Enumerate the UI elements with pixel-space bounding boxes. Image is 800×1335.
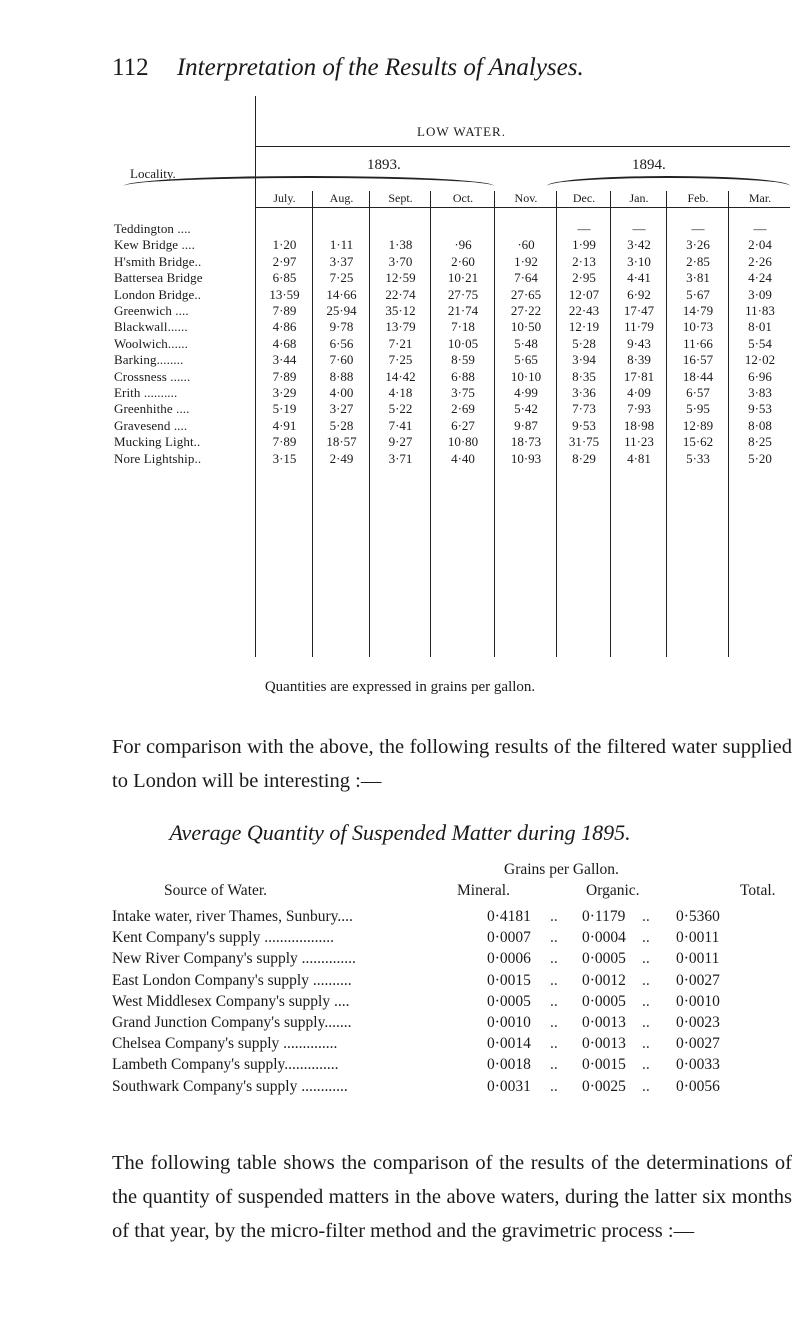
table-cell: 4·41 [627,270,651,286]
table-cell: 1·99 [572,237,596,253]
table-cell: 6·85 [272,270,297,286]
table-cell: 2·97 [272,253,297,269]
separator: .. [550,1056,558,1074]
table-cell: 5·67 [686,286,710,302]
table-cell: 22·43 [568,303,600,318]
mineral-value: 0·4181 [487,908,531,925]
separator: .. [550,1035,558,1053]
table-cell: 2·26 [748,253,772,269]
table-cell: 2·85 [686,253,710,269]
source-col-header: Source of Water. [164,882,268,899]
table-cell: 10·05 [447,335,479,351]
table-cell: 5·42 [514,401,538,417]
table-cell: 9·53 [572,417,596,433]
table-cell: 7·60 [329,352,354,368]
table-cell: 7·41 [388,417,413,433]
table-cell: ·60 [517,237,535,253]
organic-col-header: Organic. [586,882,640,899]
table-cell: 6·96 [748,368,772,384]
table-cell: 3·75 [451,385,475,400]
mineral-value: 0·0007 [487,929,531,947]
table-cell: 13·79 [385,319,416,335]
organic-value: 0·0004 [582,929,626,947]
separator: .. [550,929,558,947]
table-cell: 7·64 [514,270,538,286]
total-value: 0·0011 [676,929,720,947]
mineral-value: 0·0018 [487,1056,531,1074]
table-cell: 17·81 [623,368,655,384]
table-cell: 3·94 [572,352,596,368]
table-cell: 3·81 [686,270,710,286]
locality-name: Crossness ...... [114,368,191,384]
locality-name: Greenhithe .... [114,401,190,417]
low-water-table [112,96,790,657]
table-cell: 8·88 [329,368,354,384]
month-header: July. [273,191,296,205]
table-cell: 14·42 [385,368,416,384]
source-name: Grand Junction Company's supply....... [112,1014,352,1031]
locality-name: Greenwich .... [114,303,189,318]
table-cell: 3·15 [272,450,297,466]
table-cell: 7·25 [329,270,354,286]
table-cell: 22·74 [385,286,416,302]
organic-value: 0·0005 [582,950,626,968]
table-cell: 14·79 [682,303,714,318]
source-name: New River Company's supply .............. [112,950,356,968]
separator: .. [642,1077,650,1095]
table-cell: 7·21 [388,335,413,351]
table-cell: 8·35 [572,368,596,384]
organic-value: 0·0025 [582,1077,626,1095]
table-cell: 8·39 [627,352,651,368]
separator: .. [550,1077,558,1095]
table-cell: 12·19 [568,319,600,335]
table-cell: 7·18 [451,319,475,335]
table-cell: 7·73 [572,401,596,417]
table-cell: 4·68 [272,335,297,351]
brace-1893 [124,176,494,186]
table-cell: 2·69 [451,401,475,417]
table-cell: 5·65 [514,352,538,368]
following-table-paragraph: The following table shows the comparison of the results of the determinations of the quantity of suspended matters in the above waters, during the latter six months of that year, by the micro-filter method and the gravimetric process :— [112,1152,792,1242]
table-cell: 1·20 [272,237,297,253]
table-cell: 4·18 [388,385,413,400]
table-cell: 9·27 [388,434,413,450]
locality-name: Erith .......... [114,385,178,400]
table-cell: 7·93 [627,401,651,417]
table-cell: 15·62 [682,434,714,450]
locality-name: Nore Lightship.. [114,450,202,466]
locality-name: Blackwall...... [114,319,188,335]
table-cell: 5·33 [686,450,710,466]
table-cell: 4·86 [272,319,297,335]
table-cell: 11·23 [624,434,654,450]
separator: .. [550,971,558,989]
table-cell: 9·87 [514,417,538,433]
table-cell: 3·36 [572,385,596,400]
table-cell: 6·57 [686,385,710,400]
source-name: Kent Company's supply .................. [112,929,334,947]
brace-1894 [547,176,790,186]
table-cell: 4·91 [272,417,297,433]
table-cell: 7·89 [272,303,297,318]
table-cell: 3·09 [748,286,772,302]
table-cell: 25·94 [326,303,357,318]
source-name: Chelsea Company's supply .............. [112,1035,338,1053]
table-cell: 27·22 [510,303,542,318]
organic-value: 0·1179 [582,908,626,925]
table-cell: 2·13 [572,253,596,269]
month-header: Dec. [572,191,596,205]
table-cell: 8·01 [748,319,772,335]
table-cell: 12·02 [744,352,776,368]
table-cell: 8·25 [748,434,772,450]
table-cell: 6·92 [627,286,651,302]
low-water-title: LOW WATER. [417,124,506,139]
total-col-header: Total. [740,882,776,899]
locality-name: Gravesend .... [114,417,188,433]
organic-value: 0·0015 [582,1056,626,1074]
locality-name: Kew Bridge .... [114,237,195,253]
locality-name: Teddington .... [114,221,191,236]
table-cell: 10·93 [510,450,542,466]
separator: .. [642,908,650,925]
table-cell: 4·81 [627,450,651,466]
table-cell: 21·74 [447,303,479,318]
table-cell: 3·26 [686,237,710,253]
mineral-value: 0·0005 [487,992,531,1010]
separator: .. [550,992,558,1010]
total-value: 0·0010 [676,992,720,1010]
table-cell: 2·95 [572,270,596,286]
total-value: 0·0011 [676,950,720,968]
table-cell: 9·43 [627,335,651,351]
table-cell: 3·10 [627,253,651,269]
table-cell: 17·47 [623,303,655,318]
grains-header: Grains per Gallon. [504,861,619,878]
table-cell: 1·92 [514,253,538,269]
total-value: 0·0056 [676,1077,720,1095]
table-cell: 1·11 [329,237,354,253]
table-cell: 18·44 [682,368,714,384]
total-value: 0·5360 [676,908,720,925]
table-cell: 1·38 [388,237,413,253]
table-cell: 2·60 [451,253,475,269]
source-name: Southwark Company's supply ............ [112,1077,348,1095]
organic-value: 0·0012 [582,971,626,989]
mineral-value: 0·0015 [487,971,531,989]
organic-value: 0·0005 [582,992,626,1010]
table-cell: 4·09 [627,385,651,400]
table-cell: 5·20 [748,450,772,466]
table-cell: 5·48 [514,335,538,351]
month-header: Aug. [329,191,354,205]
table-cell: 10·21 [447,270,479,286]
separator: .. [550,950,558,968]
source-name: Intake water, river Thames, Sunbury.... [112,908,353,925]
table-cell: 10·73 [682,319,714,335]
separator: .. [642,992,650,1010]
table-cell: 35·12 [385,303,416,318]
comparison-paragraph: For comparison with the above, the following results of the filtered water supplied to London will be interesting :— [112,736,792,792]
locality-name: Barking........ [114,352,184,368]
separator: .. [550,1014,558,1031]
table-cell: 5·28 [572,335,596,351]
table-cell: — [632,221,646,236]
table-cell: 12·59 [385,270,416,286]
separator: .. [642,1014,650,1031]
rule-top-group [255,146,790,147]
table-cell: 10·50 [510,319,542,335]
table-cell: 18·73 [510,434,542,450]
table-cell: 9·78 [329,319,354,335]
organic-value: 0·0013 [582,1014,626,1031]
table-cell: 5·19 [272,401,297,417]
table-cell: 27·65 [510,286,542,302]
table-cell: 2·04 [748,237,772,253]
mineral-value: 0·0014 [487,1035,531,1053]
total-value: 0·0033 [676,1056,720,1074]
table-cell: 3·44 [272,352,297,368]
table-cell: 8·08 [748,417,772,433]
locality-header: Locality. [130,166,176,181]
table-cell: 27·75 [447,286,479,302]
running-header [112,54,584,82]
table-cell: 11·79 [624,319,654,335]
month-header: Nov. [514,191,538,205]
locality-name: H'smith Bridge.. [114,253,202,269]
table-cell: 7·89 [272,434,297,450]
table-cell: — [753,221,767,236]
table-cell: 12·89 [682,417,714,433]
table-cell: 12·07 [568,286,600,302]
mineral-value: 0·0031 [487,1077,531,1095]
table-cell: 8·29 [572,450,596,466]
running-title: Interpretation of the Results of Analyses. [176,54,584,81]
month-header: Feb. [687,191,709,205]
table-cell: 9·53 [748,401,772,417]
table-cell: 3·71 [388,450,413,466]
table-cell: 4·24 [748,270,772,286]
table-cell: 3·29 [272,385,297,400]
table-cell: — [691,221,705,236]
year-1893: 1893. [367,157,401,173]
table-cell: 6·88 [451,368,475,384]
table-cell: 5·95 [686,401,710,417]
table-cell: 31·75 [568,434,600,450]
separator: .. [642,1035,650,1053]
separator: .. [550,908,558,925]
locality-name: Mucking Light.. [114,434,201,450]
suspended-matter-heading: Average Quantity of Suspended Matter during 1895. [169,820,631,845]
table-cell: 4·00 [329,385,354,400]
mineral-col-header: Mineral. [457,882,510,899]
month-header: Jan. [629,191,649,205]
locality-name: Woolwich...... [114,335,189,351]
table-cell: 5·22 [388,401,413,417]
source-name: Lambeth Company's supply.............. [112,1056,339,1074]
separator: .. [642,971,650,989]
table-cell: 3·37 [329,253,354,269]
source-name: West Middlesex Company's supply .... [112,992,350,1010]
table-cell: 7·25 [388,352,413,368]
mineral-value: 0·0010 [487,1014,531,1031]
table-cell: 10·10 [510,368,542,384]
table-cell: 18·57 [326,434,357,450]
table-cell: 5·54 [748,335,772,351]
locality-name: Battersea Bridge [114,270,203,286]
table-cell: 7·89 [272,368,297,384]
table-cell: 4·99 [514,385,538,400]
month-header: Mar. [748,191,772,205]
table-cell: 3·42 [627,237,651,253]
table-cell: 18·98 [623,417,655,433]
locality-name: London Bridge.. [114,286,202,302]
rule-below-months [255,207,790,208]
separator: .. [642,929,650,947]
table-cell: 6·27 [451,417,475,433]
table-cell: 6·56 [329,335,354,351]
table-cell: 3·70 [388,253,413,269]
table-cell: 14·66 [326,286,357,302]
table-cell: 3·83 [748,385,772,400]
table-cell: 4·40 [451,450,475,466]
month-header: Sept. [388,191,413,205]
table-cell: ·96 [454,237,472,253]
separator: .. [642,950,650,968]
table-cell: 16·57 [682,352,714,368]
table-cell: 11·83 [745,303,775,318]
table-cell: 3·27 [329,401,354,417]
table-note: Quantities are expressed in grains per gallon. [264,679,536,695]
table-cell: 11·66 [683,335,713,351]
table-cell: 2·49 [329,450,354,466]
separator: .. [642,1056,650,1074]
table-cell: 8·59 [451,352,475,368]
table-cell: 5·28 [329,417,354,433]
mineral-value: 0·0006 [487,950,531,968]
month-header: Oct. [452,191,474,205]
table-cell: 13·59 [269,286,300,302]
table-cell: — [577,221,591,236]
total-value: 0·0027 [676,1035,720,1053]
total-value: 0·0023 [676,1014,720,1031]
organic-value: 0·0013 [582,1035,626,1053]
table-cell: 10·80 [447,434,479,450]
total-value: 0·0027 [676,971,720,989]
source-name: East London Company's supply .......... [112,971,352,989]
year-1894: 1894. [632,157,666,173]
page-number: 112 [112,54,149,81]
